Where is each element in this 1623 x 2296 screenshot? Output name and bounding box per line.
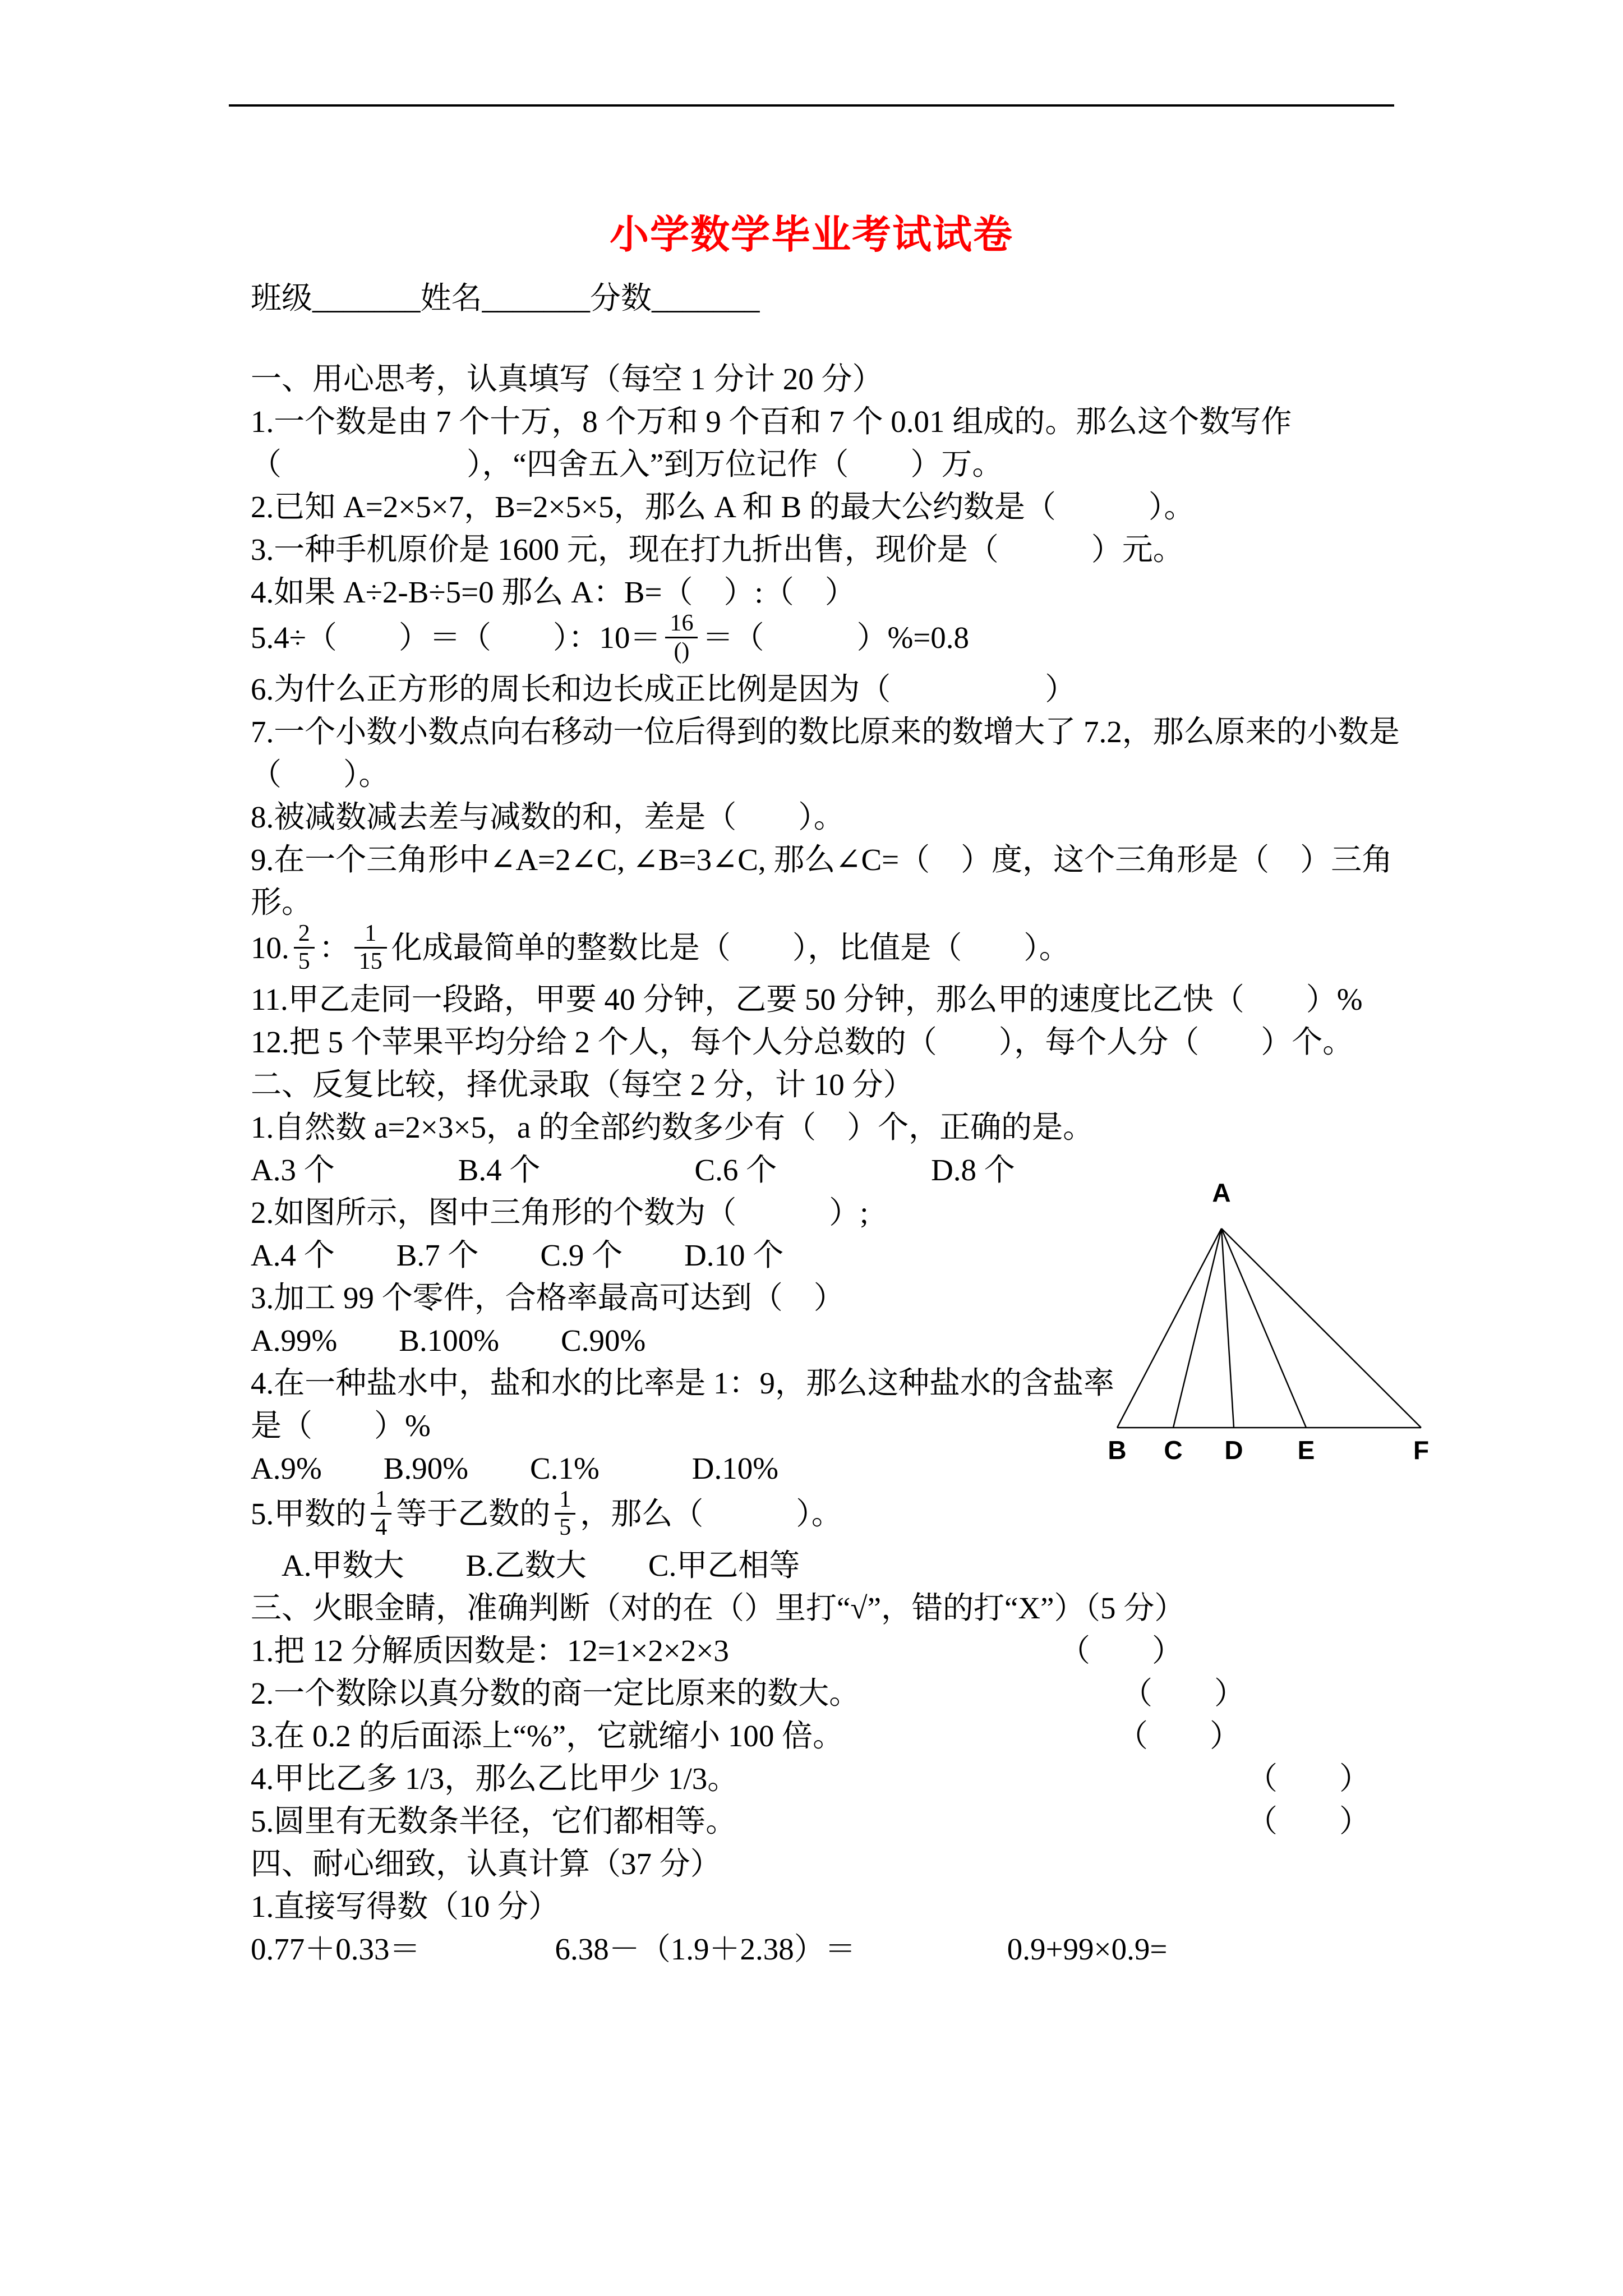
- segment-A-B: [1117, 1228, 1221, 1428]
- s3-q3-text: 3.在 0.2 的后面添上“%”，它就缩小 100 倍。: [251, 1719, 844, 1754]
- triangle-figure: [1082, 1166, 1464, 1480]
- s3-q2: [251, 1672, 1451, 1715]
- vertex-label-A: A: [1212, 1178, 1231, 1207]
- fraction-denominator: 5: [559, 1515, 571, 1541]
- s3-q1-answer-space: （ ）: [1059, 1634, 1183, 1668]
- s4-calc-row: [251, 1928, 1451, 1971]
- s1-q4: 4.如果 A÷2-B÷5=0 那么 A：B=（ ）:（ ）: [251, 575, 856, 609]
- s1-q1-line2: （ ），“四舍五入”到万位记作（ ）万。: [251, 447, 1003, 481]
- s3-q2-answer-space: （ ）: [1122, 1676, 1246, 1711]
- s4-sub1: 1.直接写得数（10 分）: [251, 1889, 560, 1924]
- fraction-denominator: 15: [358, 949, 382, 975]
- s2-q5-suffix: ，那么（ ）。: [580, 1497, 842, 1531]
- s2-q5-options: A.甲数大 B.乙数大 C.甲乙相等: [251, 1548, 800, 1583]
- calc-expression-2: 6.38－（1.9＋2.38）＝: [555, 1932, 856, 1967]
- s2-q1-options: A.3 个 B.4 个 C.6 个 D.8 个: [251, 1153, 1015, 1188]
- s2-q5-mid: 等于乙数的: [396, 1497, 551, 1531]
- exam-body: [251, 358, 1451, 1971]
- segment-A-C: [1173, 1228, 1221, 1428]
- section2-heading: 二、反复比较，择优录取（每空 2 分，计 10 分）: [251, 1068, 914, 1102]
- s1-q5: [251, 610, 1451, 668]
- s1-q6: 6.为什么正方形的周长和边长成正比例是因为（ ）: [251, 672, 1076, 707]
- s2-q3-options: A.99% B.100% C.90%: [251, 1323, 646, 1358]
- segment-A-D: [1221, 1228, 1234, 1428]
- s2-q5-prefix: 5.甲数的: [251, 1497, 367, 1531]
- s1-q10-suffix: 化成最简单的整数比是（ ），比值是（ ）。: [391, 931, 1070, 965]
- s1-q1-line1: 1.一个数是由 7 个十万，8 个万和 9 个百和 7 个 0.01 组成的。那么这个数写作: [251, 404, 1292, 439]
- s3-q5: [251, 1800, 1451, 1843]
- s1-q9: 9.在一个三角形中∠A=2∠C, ∠B=3∠C, 那么∠C=（ ）度，这个三角形是（ ）三角形。: [251, 843, 1393, 920]
- student-info-line: 班级_______姓名_______分数_______: [251, 281, 760, 315]
- top-rule: [229, 104, 1394, 107]
- fraction-1-4: [371, 1487, 391, 1541]
- section3-heading: 三、火眼金睛，准确判断（对的在（）里打“√”，错的打“X”）（5 分）: [251, 1591, 1186, 1626]
- fraction-1-5: [555, 1487, 575, 1541]
- s3-q1: [251, 1630, 1451, 1672]
- exam-title: 小学数学毕业考试试卷: [610, 214, 1013, 257]
- s1-q10-prefix: 10.: [251, 931, 289, 965]
- s1-q12: 12.把 5 个苹果平均分给 2 个人，每个人分总数的（ ），每个人分（ ）个。: [251, 1025, 1354, 1060]
- s3-q4: [251, 1757, 1451, 1800]
- s2-q3: 3.加工 99 个零件，合格率最高可达到（ ）: [251, 1281, 845, 1315]
- s3-q3-answer-space: （ ）: [1117, 1719, 1241, 1754]
- fraction-numerator: 1: [354, 921, 387, 949]
- fraction-numerator: 1: [555, 1487, 575, 1515]
- section1-heading: 一、用心思考，认真填写（每空 1 分计 20 分）: [251, 362, 883, 396]
- calc-expression-3: 0.9+99×0.9=: [1007, 1932, 1168, 1967]
- s1-q3: 3.一种手机原价是 1600 元，现在打九折出售，现价是（ ）元。: [251, 532, 1184, 567]
- fraction-2-5: [294, 921, 315, 975]
- segment-A-F: [1221, 1228, 1421, 1428]
- s1-q2: 2.已知 A=2×5×7，B=2×5×5，那么 A 和 B 的最大公约数是（ ）。: [251, 490, 1195, 524]
- vertex-label-D: D: [1224, 1435, 1243, 1465]
- s2-q2-options: A.4 个 B.7 个 C.9 个 D.10 个: [251, 1238, 784, 1273]
- fraction-denominator: 5: [298, 949, 310, 975]
- s2-q2: 2.如图所示，图中三角形的个数为（ ）;: [251, 1195, 869, 1230]
- fraction-16-over-blank: [665, 610, 698, 665]
- fraction-denominator: (): [674, 638, 690, 665]
- s2-q1: 1.自然数 a=2×3×5，a 的全部约数多少有（ ）个，正确的是。: [251, 1110, 1094, 1145]
- s1-q10: [251, 921, 1451, 978]
- vertex-label-C: C: [1164, 1435, 1183, 1465]
- vertex-label-B: B: [1108, 1435, 1127, 1465]
- s1-q7-line2: （ ）。: [251, 757, 390, 792]
- vertex-label-E: E: [1297, 1435, 1315, 1465]
- s1-q8: 8.被减数减去差与减数的和，差是（ ）。: [251, 800, 845, 835]
- fraction-numerator: 16: [665, 610, 698, 638]
- s3-q5-text: 5.圆里有无数条半径，它们都相等。: [251, 1804, 737, 1839]
- s2-q4-line2: 是（ ）%: [251, 1409, 431, 1443]
- fraction-numerator: 2: [294, 921, 315, 949]
- s1-q5-prefix: 5.4÷（ ）＝（ ）：10＝: [251, 620, 661, 655]
- s1-q11: 11.甲乙走同一段路，甲要 40 分钟，乙要 50 分钟，那么甲的速度比乙快（ ）%: [251, 982, 1363, 1017]
- s3-q5-answer-space: （ ）: [1247, 1804, 1371, 1839]
- s2-q4-options: A.9% B.90% C.1% D.10%: [251, 1451, 779, 1486]
- s3-q4-text: 4.甲比乙多 1/3，那么乙比甲少 1/3。: [251, 1761, 739, 1796]
- fraction-numerator: 1: [371, 1487, 391, 1515]
- calc-expression-1: 0.77＋0.33＝: [251, 1932, 421, 1967]
- s3-q4-answer-space: （ ）: [1247, 1761, 1371, 1796]
- s2-q5: [251, 1487, 1451, 1544]
- vertex-label-F: F: [1413, 1435, 1430, 1465]
- fraction-1-15: [354, 921, 387, 975]
- s1-q5-suffix: ＝（ ）%=0.8: [702, 620, 970, 655]
- s3-q2-text: 2.一个数除以真分数的商一定比原来的数大。: [251, 1676, 860, 1711]
- section4-heading: 四、耐心细致，认真计算（37 分）: [251, 1847, 721, 1881]
- fraction-denominator: 4: [375, 1515, 388, 1541]
- s3-q3: [251, 1715, 1451, 1757]
- s1-q10-colon: ：: [319, 931, 350, 965]
- segment-A-E: [1221, 1228, 1306, 1428]
- s2-q4-line1: 4.在一种盐水中，盐和水的比率是 1：9，那么这种盐水的含盐率: [251, 1366, 1115, 1401]
- s1-q7-line1: 7.一个小数小数点向右移动一位后得到的数比原来的数增大了 7.2，那么原来的小数是: [251, 715, 1400, 749]
- s3-q1-text: 1.把 12 分解质因数是：12=1×2×2×3: [251, 1634, 729, 1668]
